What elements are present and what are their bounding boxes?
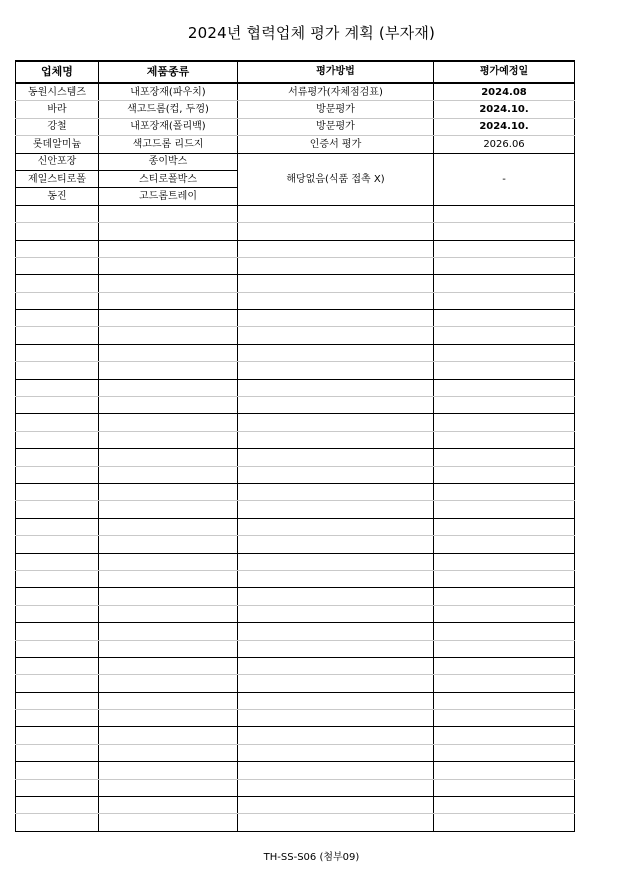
cell-product: 색고드롬 리드지: [99, 136, 238, 153]
empty-cell: [238, 536, 434, 553]
table-row: [16, 153, 575, 170]
empty-cell: [238, 762, 434, 779]
empty-cell: [238, 501, 434, 518]
empty-cell: [16, 744, 99, 761]
cell-company: 동진: [16, 188, 99, 205]
empty-row: [16, 223, 575, 240]
empty-cell: [16, 223, 99, 240]
empty-cell: [238, 553, 434, 570]
empty-cell: [16, 814, 99, 831]
empty-cell: [238, 397, 434, 414]
cell-product: 고드롬트레이: [99, 188, 238, 205]
empty-cell: [238, 710, 434, 727]
cell-method: 인증서 평가: [238, 136, 434, 153]
empty-cell: [99, 501, 238, 518]
empty-cell: [16, 675, 99, 692]
empty-row: [16, 762, 575, 779]
cell-date-merged: -: [434, 153, 575, 205]
cell-product: 색고드롬(컵, 두껑): [99, 101, 238, 118]
empty-row: [16, 536, 575, 553]
empty-cell: [434, 205, 575, 222]
cell-product: 종이박스: [99, 153, 238, 170]
cell-date: 2024.10.: [434, 101, 575, 118]
cell-company: 바라: [16, 101, 99, 118]
empty-cell: [99, 362, 238, 379]
empty-cell: [99, 727, 238, 744]
empty-row: [16, 797, 575, 814]
cell-company: 제일스티로폴: [16, 170, 99, 187]
empty-cell: [99, 762, 238, 779]
empty-cell: [99, 588, 238, 605]
empty-cell: [16, 501, 99, 518]
empty-row: [16, 449, 575, 466]
empty-cell: [238, 431, 434, 448]
empty-cell: [99, 223, 238, 240]
empty-cell: [99, 692, 238, 709]
empty-cell: [238, 205, 434, 222]
empty-cell: [238, 797, 434, 814]
header-product: 제품종류: [99, 61, 238, 83]
table-row: [16, 118, 575, 135]
empty-row: [16, 292, 575, 309]
empty-cell: [238, 362, 434, 379]
empty-cell: [16, 623, 99, 640]
empty-cell: [434, 762, 575, 779]
empty-cell: [434, 257, 575, 274]
empty-cell: [238, 657, 434, 674]
empty-cell: [434, 327, 575, 344]
empty-cell: [434, 483, 575, 500]
empty-row: [16, 240, 575, 257]
empty-cell: [99, 744, 238, 761]
empty-cell: [99, 449, 238, 466]
empty-row: [16, 310, 575, 327]
empty-cell: [238, 483, 434, 500]
empty-cell: [434, 779, 575, 796]
empty-row: [16, 675, 575, 692]
empty-row: [16, 553, 575, 570]
empty-cell: [238, 327, 434, 344]
header-date: 평가예정일: [434, 61, 575, 83]
cell-date: 2024.08: [434, 83, 575, 101]
empty-cell: [16, 379, 99, 396]
empty-cell: [99, 536, 238, 553]
cell-company: 강철: [16, 118, 99, 135]
empty-cell: [99, 657, 238, 674]
empty-cell: [238, 640, 434, 657]
empty-cell: [99, 640, 238, 657]
empty-cell: [99, 397, 238, 414]
cell-product: 스티로폴박스: [99, 170, 238, 187]
empty-cell: [238, 379, 434, 396]
empty-cell: [99, 240, 238, 257]
empty-row: [16, 344, 575, 361]
empty-cell: [16, 797, 99, 814]
empty-cell: [16, 657, 99, 674]
cell-company: 동원시스템즈: [16, 83, 99, 101]
empty-cell: [16, 553, 99, 570]
empty-cell: [238, 466, 434, 483]
empty-cell: [434, 397, 575, 414]
empty-cell: [16, 362, 99, 379]
empty-cell: [434, 640, 575, 657]
cell-product: 내포장재(폴리백): [99, 118, 238, 135]
empty-cell: [99, 310, 238, 327]
empty-cell: [16, 310, 99, 327]
table-row: [16, 101, 575, 118]
empty-row: [16, 814, 575, 831]
empty-cell: [99, 779, 238, 796]
empty-cell: [434, 310, 575, 327]
empty-cell: [434, 466, 575, 483]
empty-cell: [99, 605, 238, 622]
empty-cell: [16, 414, 99, 431]
empty-cell: [434, 501, 575, 518]
empty-row: [16, 588, 575, 605]
cell-date: 2024.10.: [434, 118, 575, 135]
empty-cell: [16, 327, 99, 344]
table-header-row: [16, 61, 575, 83]
empty-row: [16, 657, 575, 674]
empty-cell: [434, 553, 575, 570]
empty-cell: [99, 414, 238, 431]
cell-date: 2026.06: [434, 136, 575, 153]
empty-row: [16, 379, 575, 396]
empty-cell: [16, 431, 99, 448]
empty-cell: [434, 240, 575, 257]
header-method: 평가방법: [238, 61, 434, 83]
empty-cell: [16, 779, 99, 796]
empty-row: [16, 275, 575, 292]
cell-method-merged: 해당없음(식품 접촉 X): [238, 153, 434, 205]
empty-cell: [434, 657, 575, 674]
page-title: 2024년 협력업체 평가 계획 (부자재): [187, 24, 436, 42]
empty-cell: [16, 275, 99, 292]
empty-cell: [16, 710, 99, 727]
empty-cell: [99, 431, 238, 448]
empty-cell: [434, 379, 575, 396]
empty-cell: [99, 623, 238, 640]
empty-cell: [238, 675, 434, 692]
cell-method: 방문평가: [238, 101, 434, 118]
empty-cell: [434, 797, 575, 814]
empty-cell: [434, 223, 575, 240]
empty-cell: [99, 257, 238, 274]
empty-cell: [238, 727, 434, 744]
empty-cell: [238, 692, 434, 709]
empty-cell: [238, 744, 434, 761]
empty-row: [16, 605, 575, 622]
empty-cell: [434, 449, 575, 466]
table-row: [16, 83, 575, 101]
empty-cell: [99, 710, 238, 727]
empty-row: [16, 710, 575, 727]
table-row: [16, 136, 575, 153]
empty-row: [16, 640, 575, 657]
empty-row: [16, 466, 575, 483]
empty-cell: [434, 570, 575, 587]
empty-cell: [99, 379, 238, 396]
empty-cell: [238, 588, 434, 605]
empty-row: [16, 397, 575, 414]
empty-cell: [99, 466, 238, 483]
empty-cell: [16, 449, 99, 466]
cell-product: 내포장재(파우치): [99, 83, 238, 101]
empty-cell: [434, 431, 575, 448]
empty-cell: [99, 292, 238, 309]
empty-cell: [238, 449, 434, 466]
empty-row: [16, 501, 575, 518]
cell-method: 방문평가: [238, 118, 434, 135]
empty-cell: [16, 397, 99, 414]
empty-cell: [434, 692, 575, 709]
empty-cell: [16, 240, 99, 257]
empty-cell: [238, 275, 434, 292]
empty-cell: [434, 675, 575, 692]
document-code: TH-SS-S06 (첨부09): [263, 852, 360, 863]
empty-cell: [99, 518, 238, 535]
empty-row: [16, 744, 575, 761]
empty-cell: [16, 518, 99, 535]
empty-cell: [434, 814, 575, 831]
empty-cell: [16, 692, 99, 709]
empty-cell: [99, 675, 238, 692]
empty-cell: [238, 310, 434, 327]
empty-cell: [434, 292, 575, 309]
empty-cell: [434, 710, 575, 727]
empty-cell: [99, 344, 238, 361]
empty-cell: [434, 414, 575, 431]
empty-cell: [238, 292, 434, 309]
empty-cell: [238, 414, 434, 431]
empty-cell: [99, 275, 238, 292]
empty-cell: [434, 518, 575, 535]
empty-row: [16, 727, 575, 744]
empty-cell: [434, 744, 575, 761]
empty-row: [16, 692, 575, 709]
cell-method: 서류평가(자체점검표): [238, 83, 434, 101]
empty-cell: [238, 223, 434, 240]
empty-cell: [99, 553, 238, 570]
empty-cell: [16, 588, 99, 605]
empty-cell: [16, 292, 99, 309]
empty-cell: [434, 344, 575, 361]
empty-cell: [434, 362, 575, 379]
empty-row: [16, 257, 575, 274]
empty-cell: [99, 205, 238, 222]
header-company: 업체명: [16, 61, 99, 83]
empty-row: [16, 327, 575, 344]
empty-row: [16, 623, 575, 640]
empty-cell: [434, 536, 575, 553]
empty-cell: [16, 536, 99, 553]
empty-cell: [434, 588, 575, 605]
empty-cell: [238, 779, 434, 796]
empty-row: [16, 779, 575, 796]
empty-row: [16, 570, 575, 587]
empty-cell: [16, 570, 99, 587]
empty-row: [16, 414, 575, 431]
empty-cell: [238, 257, 434, 274]
empty-row: [16, 205, 575, 222]
empty-cell: [16, 466, 99, 483]
empty-cell: [434, 275, 575, 292]
empty-cell: [16, 605, 99, 622]
empty-cell: [16, 483, 99, 500]
empty-cell: [16, 257, 99, 274]
empty-cell: [99, 483, 238, 500]
cell-company: 롯데알미늄: [16, 136, 99, 153]
empty-cell: [99, 797, 238, 814]
empty-cell: [99, 327, 238, 344]
empty-row: [16, 518, 575, 535]
empty-cell: [99, 814, 238, 831]
empty-cell: [238, 518, 434, 535]
empty-cell: [16, 344, 99, 361]
empty-cell: [238, 344, 434, 361]
empty-cell: [238, 814, 434, 831]
empty-cell: [434, 623, 575, 640]
empty-cell: [238, 623, 434, 640]
empty-cell: [238, 570, 434, 587]
empty-cell: [238, 240, 434, 257]
empty-row: [16, 362, 575, 379]
empty-cell: [16, 640, 99, 657]
empty-cell: [434, 727, 575, 744]
empty-cell: [238, 605, 434, 622]
empty-cell: [16, 205, 99, 222]
cell-company: 신안포장: [16, 153, 99, 170]
empty-row: [16, 431, 575, 448]
empty-cell: [434, 605, 575, 622]
empty-row: [16, 483, 575, 500]
empty-cell: [99, 570, 238, 587]
empty-cell: [16, 762, 99, 779]
empty-cell: [16, 727, 99, 744]
evaluation-plan-table: [15, 60, 575, 832]
